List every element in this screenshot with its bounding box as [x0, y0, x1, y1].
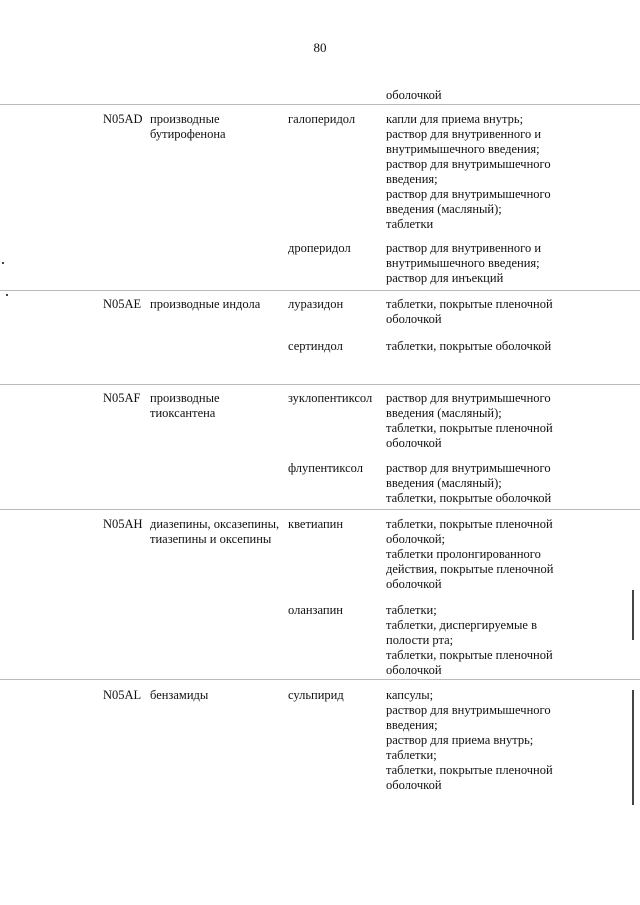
form-line: капли для приема внутрь; [386, 112, 524, 126]
form-line: таблетки; [386, 748, 437, 762]
form-line: таблетки, диспергируемые в [386, 618, 537, 632]
form-line: раствор для внутримышечного [386, 391, 551, 405]
dosage-forms [386, 391, 572, 451]
row-divider [0, 104, 640, 105]
form-line: внутримышечного введения; [386, 142, 540, 156]
form-line: раствор для инъекций [386, 271, 504, 285]
dosage-forms [386, 241, 572, 286]
form-line: оболочкой [386, 778, 442, 792]
form-line: полости рта; [386, 633, 454, 647]
drug-name: зуклопентиксол [288, 391, 373, 405]
group-name: бензамиды [150, 688, 209, 702]
form-line: раствор для внутримышечного [386, 703, 551, 717]
form-line: оболочкой [386, 577, 442, 591]
form-line: таблетки, покрытые оболочкой [386, 491, 552, 505]
form-line: таблетки, покрытые оболочкой [386, 339, 552, 353]
form-line: таблетки, покрытые пленочной [386, 297, 553, 311]
form-line: раствор для внутримышечного [386, 461, 551, 475]
atc-code: N05AE [103, 297, 142, 311]
drug-name: галоперидол [288, 112, 356, 126]
row-divider [0, 384, 640, 385]
atc-code: N05AD [103, 112, 143, 126]
form-line: таблетки пролонгированного [386, 547, 541, 561]
form-line: таблетки, покрытые пленочной [386, 517, 553, 531]
dosage-forms [386, 461, 572, 506]
form-line: таблетки [386, 217, 434, 231]
continuation-form [386, 88, 572, 103]
form-line: действия, покрытые пленочной [386, 562, 554, 576]
drug-name: дроперидол [288, 241, 351, 255]
drug-name: оланзапин [288, 603, 343, 617]
group-name: производные индола [150, 297, 261, 311]
form-line: оболочкой [386, 88, 442, 102]
dosage-forms [386, 603, 572, 678]
scan-edge-line [632, 590, 634, 640]
group-name: производные тиоксантена [150, 391, 220, 420]
form-line: раствор для внутривенного и [386, 241, 542, 255]
form-line: введения (масляный); [386, 406, 502, 420]
atc-code: N05AH [103, 517, 143, 531]
form-line: введения; [386, 718, 438, 732]
dosage-forms [386, 112, 572, 232]
form-line: оболочкой; [386, 532, 445, 546]
drug-name: сульпирид [288, 688, 344, 702]
page-number: 80 [313, 40, 327, 55]
atc-code: N05AL [103, 688, 142, 702]
drug-name: флупентиксол [288, 461, 363, 475]
form-line: введения (масляный); [386, 476, 502, 490]
drug-name: луразидон [288, 297, 344, 311]
form-line: оболочкой [386, 663, 442, 677]
form-line: таблетки, покрытые пленочной [386, 763, 553, 777]
drug-name: кветиапин [288, 517, 344, 531]
group-name: производные бутирофенона [150, 112, 226, 141]
dosage-forms [386, 688, 572, 793]
form-line: капсулы; [386, 688, 434, 702]
row-divider [0, 290, 640, 291]
form-line: таблетки, покрытые пленочной [386, 648, 553, 662]
form-line: раствор для внутривенного и [386, 127, 542, 141]
form-line: раствор для приема внутрь; [386, 733, 534, 747]
form-line: внутримышечного введения; [386, 256, 540, 270]
scan-mark [6, 294, 8, 296]
form-line: оболочкой [386, 312, 442, 326]
scan-edge-line [632, 690, 634, 805]
dosage-forms [386, 517, 572, 592]
form-line: раствор для внутримышечного [386, 187, 551, 201]
form-line: введения; [386, 172, 438, 186]
atc-code: N05AF [103, 391, 141, 405]
form-line: таблетки, покрытые пленочной [386, 421, 553, 435]
group-name: диазепины, оксазепины, тиазепины и оксепины [150, 517, 280, 546]
form-line: раствор для внутримышечного [386, 157, 551, 171]
scan-mark [2, 262, 4, 264]
row-divider [0, 509, 640, 510]
drug-name: сертиндол [288, 339, 343, 353]
form-line: таблетки; [386, 603, 437, 617]
dosage-forms [386, 297, 572, 327]
dosage-forms [386, 339, 572, 354]
row-divider [0, 679, 640, 680]
form-line: оболочкой [386, 436, 442, 450]
form-line: введения (масляный); [386, 202, 502, 216]
